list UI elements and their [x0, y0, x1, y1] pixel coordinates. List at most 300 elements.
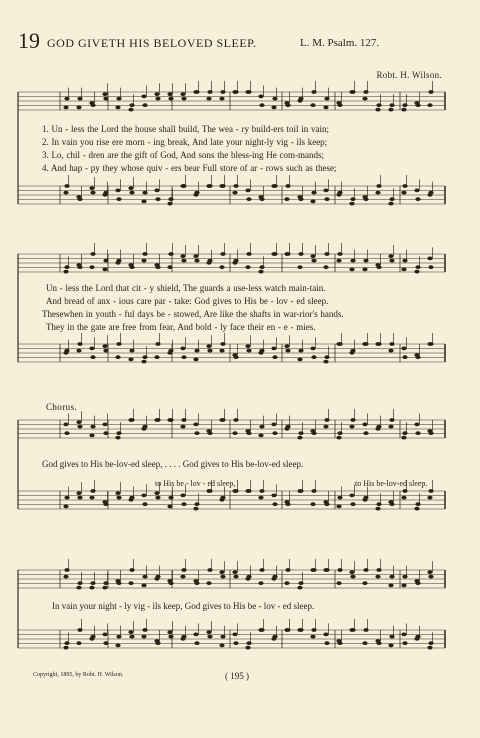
note-head	[115, 106, 120, 110]
note-head	[297, 436, 302, 440]
note-head	[336, 581, 341, 585]
note-head	[142, 252, 147, 256]
note-head	[284, 344, 289, 348]
note-head	[180, 575, 185, 579]
note-head	[233, 184, 238, 188]
note-head	[193, 358, 198, 362]
verse-3-line-2: Thesewhen in youth - ful days be - stowed, Are like the shafts in war-rior's hands.	[42, 309, 344, 319]
note-head	[206, 97, 211, 101]
note-head	[350, 502, 355, 506]
note-head	[77, 425, 82, 429]
note-head	[350, 259, 355, 263]
note-head	[284, 197, 289, 201]
note-head	[155, 342, 160, 346]
note-head	[129, 418, 134, 422]
note-head	[415, 355, 420, 359]
note-head	[259, 489, 264, 493]
note-head	[76, 106, 81, 110]
note-head	[141, 635, 146, 639]
note-head	[388, 584, 393, 588]
note-head	[128, 581, 133, 585]
note-head	[337, 496, 342, 500]
note-head	[168, 581, 173, 585]
note-head	[336, 259, 341, 263]
note-head	[115, 355, 120, 359]
note-head	[206, 344, 211, 348]
note-head	[375, 191, 380, 195]
note-head	[76, 491, 81, 495]
note-head	[258, 270, 263, 274]
note-head	[181, 568, 186, 572]
note-head	[375, 507, 380, 511]
note-head	[402, 103, 407, 107]
note-head	[233, 90, 238, 94]
note-head	[376, 184, 381, 188]
note-head	[141, 259, 146, 263]
note-head	[389, 418, 394, 422]
note-head	[233, 418, 238, 422]
note-head	[103, 191, 108, 195]
note-head	[102, 344, 107, 348]
note-head	[350, 90, 355, 94]
verse-1-line-2: Un - less the Lord that cit - y shield, The guards a use-less watch main-tain.	[46, 283, 326, 293]
note-head	[207, 635, 212, 639]
note-head	[298, 431, 303, 435]
note-head	[142, 502, 147, 506]
note-head	[207, 349, 212, 353]
note-head	[90, 103, 95, 107]
note-head	[428, 575, 433, 579]
note-head	[258, 581, 263, 585]
note-head	[324, 197, 329, 201]
note-head	[206, 630, 211, 634]
note-head	[259, 197, 264, 201]
note-head	[115, 644, 120, 648]
note-head	[168, 252, 173, 256]
note-head	[219, 97, 224, 101]
note-head	[207, 568, 212, 572]
note-head	[103, 502, 108, 506]
note-head	[324, 252, 329, 256]
note-head	[180, 254, 185, 258]
note-head	[220, 496, 225, 500]
note-head	[324, 355, 329, 359]
note-head	[271, 106, 276, 110]
note-head	[64, 349, 69, 353]
note-head	[337, 342, 342, 346]
note-head	[219, 349, 224, 353]
note-head	[272, 97, 277, 101]
note-head	[388, 349, 393, 353]
note-head	[128, 186, 133, 190]
note-head	[155, 97, 160, 101]
note-head	[181, 97, 186, 101]
note-head	[297, 586, 302, 590]
note-head	[272, 575, 277, 579]
note-head	[90, 635, 95, 639]
note-head	[415, 197, 420, 201]
verse-4-line-1: 4. And hap - py they whose quiv - ers bear Full store of ar - rows such as these;	[42, 163, 337, 173]
note-head	[388, 254, 393, 258]
note-head	[402, 641, 407, 645]
note-head	[389, 103, 394, 107]
note-head	[427, 103, 432, 107]
note-head	[324, 502, 329, 506]
note-head	[206, 581, 211, 585]
note-head	[220, 635, 225, 639]
note-head	[246, 489, 251, 493]
note-head	[232, 633, 237, 637]
note-head	[129, 349, 134, 353]
note-head	[375, 575, 380, 579]
note-head	[428, 641, 433, 645]
note-head	[298, 197, 303, 201]
note-head	[258, 95, 263, 99]
note-head	[155, 418, 160, 422]
note-head	[285, 628, 290, 632]
note-head	[76, 586, 81, 590]
note-head	[141, 95, 146, 99]
note-head	[285, 184, 290, 188]
note-head	[415, 103, 420, 107]
note-head	[272, 502, 277, 506]
note-head	[414, 507, 419, 511]
note-head	[167, 265, 172, 269]
note-head	[180, 347, 185, 351]
note-head	[220, 575, 225, 579]
note-head	[103, 581, 108, 585]
note-head	[311, 568, 316, 572]
note-head	[180, 494, 185, 498]
note-head	[194, 502, 199, 506]
note-head	[180, 92, 185, 96]
note-head	[129, 103, 134, 107]
note-head	[427, 257, 432, 261]
note-head	[181, 418, 186, 422]
note-head	[323, 265, 328, 269]
note-head	[246, 431, 251, 435]
note-head	[193, 507, 198, 511]
note-head	[181, 502, 186, 506]
note-head	[310, 502, 315, 506]
note-head	[167, 92, 172, 96]
note-head	[349, 268, 354, 272]
note-head	[155, 641, 160, 645]
note-head	[233, 575, 238, 579]
note-head	[272, 252, 277, 256]
note-head	[414, 189, 419, 193]
note-head	[167, 630, 172, 634]
note-head	[389, 575, 394, 579]
note-head	[154, 92, 159, 96]
note-head	[194, 641, 199, 645]
note-head	[89, 186, 94, 190]
note-head	[232, 191, 237, 195]
note-head	[76, 641, 81, 645]
note-head	[77, 496, 82, 500]
note-head	[246, 575, 251, 579]
note-head	[298, 349, 303, 353]
note-head	[388, 108, 393, 112]
note-head	[233, 641, 238, 645]
note-head	[323, 425, 328, 429]
note-head	[324, 418, 329, 422]
note-head	[64, 641, 69, 645]
note-head	[323, 189, 328, 193]
final-lyric: In vain your night - ly vig - ils keep, God gives to His be - lov - ed sleep.	[52, 601, 315, 611]
note-head	[401, 268, 406, 272]
note-head	[168, 496, 173, 500]
note-head	[298, 97, 303, 101]
note-head	[246, 252, 251, 256]
note-head	[402, 489, 407, 493]
note-head	[90, 191, 95, 195]
note-head	[362, 641, 367, 645]
note-head	[310, 200, 315, 204]
note-head	[220, 342, 225, 346]
note-head	[401, 191, 406, 195]
chorus-treble-lyric: God gives to His be-lov-ed sleep, . . . . God gives to His be-lov-ed sleep.	[42, 459, 304, 469]
note-head	[181, 635, 186, 639]
note-head	[128, 108, 133, 112]
note-head	[376, 502, 381, 506]
note-head	[64, 496, 69, 500]
note-head	[337, 641, 342, 645]
note-head	[246, 90, 251, 94]
note-head	[141, 584, 146, 588]
note-head	[90, 489, 95, 493]
note-head	[258, 496, 263, 500]
note-head	[168, 635, 173, 639]
note-head	[232, 431, 237, 435]
note-head	[77, 342, 82, 346]
note-head	[220, 252, 225, 256]
note-head	[323, 106, 328, 110]
note-head	[77, 265, 82, 269]
note-head	[415, 265, 420, 269]
note-head	[233, 259, 238, 263]
note-head	[129, 191, 134, 195]
note-head	[401, 633, 406, 637]
note-head	[324, 97, 329, 101]
note-head	[311, 259, 316, 263]
note-head	[401, 108, 406, 112]
note-head	[141, 200, 146, 204]
note-head	[168, 197, 173, 201]
note-head	[427, 570, 432, 574]
note-head	[310, 254, 315, 258]
note-head	[194, 90, 199, 94]
note-head	[427, 646, 432, 650]
note-head	[89, 496, 94, 500]
note-head	[167, 202, 172, 206]
page-number: ( 195 )	[225, 671, 249, 681]
note-head	[388, 202, 393, 206]
note-head	[103, 97, 108, 101]
note-head	[245, 344, 250, 348]
note-head	[129, 496, 134, 500]
note-head	[142, 425, 147, 429]
note-head	[76, 420, 81, 424]
note-head	[154, 355, 159, 359]
note-head	[141, 494, 146, 498]
note-head	[388, 644, 393, 648]
note-head	[77, 581, 82, 585]
note-head	[350, 418, 355, 422]
note-head	[388, 425, 393, 429]
note-head	[362, 268, 367, 272]
note-head	[63, 270, 68, 274]
note-head	[311, 628, 316, 632]
note-head	[90, 252, 95, 256]
note-head	[323, 633, 328, 637]
note-head	[115, 491, 120, 495]
note-head	[141, 360, 146, 364]
note-head	[311, 90, 316, 94]
note-head	[63, 505, 68, 509]
note-head	[376, 265, 381, 269]
note-head	[103, 641, 108, 645]
note-head	[298, 252, 303, 256]
note-head	[285, 252, 290, 256]
note-head	[90, 581, 95, 585]
note-head	[129, 265, 134, 269]
note-head	[298, 489, 303, 493]
note-head	[64, 97, 69, 101]
note-head	[194, 431, 199, 435]
chorus-label: Chorus.	[46, 402, 78, 412]
note-head	[311, 489, 316, 493]
note-head	[272, 635, 277, 639]
note-head	[142, 103, 147, 107]
note-head	[116, 197, 121, 201]
note-head	[349, 202, 354, 206]
note-head	[129, 568, 134, 572]
note-head	[102, 268, 107, 272]
note-head	[155, 197, 160, 201]
note-head	[207, 259, 212, 263]
note-head	[64, 184, 69, 188]
note-head	[401, 584, 406, 588]
note-head	[89, 265, 94, 269]
note-head	[142, 191, 147, 195]
note-head	[103, 349, 108, 353]
note-head	[401, 496, 406, 500]
note-head	[376, 641, 381, 645]
note-head	[428, 489, 433, 493]
note-head	[363, 259, 368, 263]
note-head	[414, 423, 419, 427]
note-head	[375, 108, 380, 112]
note-head	[63, 106, 68, 110]
note-head	[232, 570, 237, 574]
note-head	[245, 189, 250, 193]
note-head	[102, 586, 107, 590]
note-head	[310, 103, 315, 107]
note-head	[376, 568, 381, 572]
note-head	[402, 259, 407, 263]
note-head	[415, 502, 420, 506]
note-head	[116, 97, 121, 101]
note-head	[336, 436, 341, 440]
note-head	[350, 349, 355, 353]
chorus-bass-lyric-1: to His be - lov - ed sleep,	[155, 479, 236, 488]
note-head	[350, 197, 355, 201]
note-head	[363, 342, 368, 346]
note-head	[389, 502, 394, 506]
note-head	[89, 347, 94, 351]
note-head	[180, 425, 185, 429]
note-head	[363, 431, 368, 435]
note-head	[376, 342, 381, 346]
note-head	[116, 259, 121, 263]
note-head	[298, 628, 303, 632]
note-head	[220, 90, 225, 94]
note-head	[207, 431, 212, 435]
note-head	[89, 434, 94, 438]
note-head	[168, 418, 173, 422]
note-head	[168, 349, 173, 353]
note-head	[128, 630, 133, 634]
note-head	[336, 505, 341, 509]
note-head	[363, 90, 368, 94]
note-head	[207, 90, 212, 94]
note-head	[245, 265, 250, 269]
verse-2-line-1: 2. In vain you rise ere morn - ing break, And late your night-ly vig - ils keep;	[42, 137, 328, 147]
note-head	[194, 259, 199, 263]
note-head	[90, 355, 95, 359]
note-head	[349, 494, 354, 498]
verse-2-line-2: And bread of anx - ious care par - take: God gives to His be - lov - ed sleep.	[46, 296, 329, 306]
note-head	[272, 184, 277, 188]
verse-4-line-2: They in the gate are free from fear, And bold - ly face their en - e - mies.	[46, 322, 316, 332]
note-head	[246, 197, 251, 201]
note-head	[363, 496, 368, 500]
note-head	[116, 635, 121, 639]
note-head	[259, 349, 264, 353]
note-head	[285, 425, 290, 429]
note-head	[428, 90, 433, 94]
note-head	[402, 184, 407, 188]
note-head	[389, 259, 394, 263]
note-head	[428, 431, 433, 435]
note-head	[168, 97, 173, 101]
note-head	[284, 581, 289, 585]
note-head	[362, 581, 367, 585]
note-head	[271, 494, 276, 498]
note-head	[427, 496, 432, 500]
note-head	[181, 184, 186, 188]
note-head	[193, 423, 198, 427]
hymn-number: 19	[18, 28, 40, 53]
note-head	[415, 581, 420, 585]
note-head	[324, 641, 329, 645]
note-head	[155, 496, 160, 500]
note-head	[362, 97, 367, 101]
note-head	[389, 635, 394, 639]
note-head	[271, 423, 276, 427]
note-head	[349, 570, 354, 574]
note-head	[193, 254, 198, 258]
note-head	[428, 342, 433, 346]
note-head	[376, 103, 381, 107]
note-head	[415, 431, 420, 435]
note-head	[259, 103, 264, 107]
note-head	[272, 355, 277, 359]
note-head	[102, 633, 107, 637]
note-head	[271, 347, 276, 351]
note-head	[233, 355, 238, 359]
